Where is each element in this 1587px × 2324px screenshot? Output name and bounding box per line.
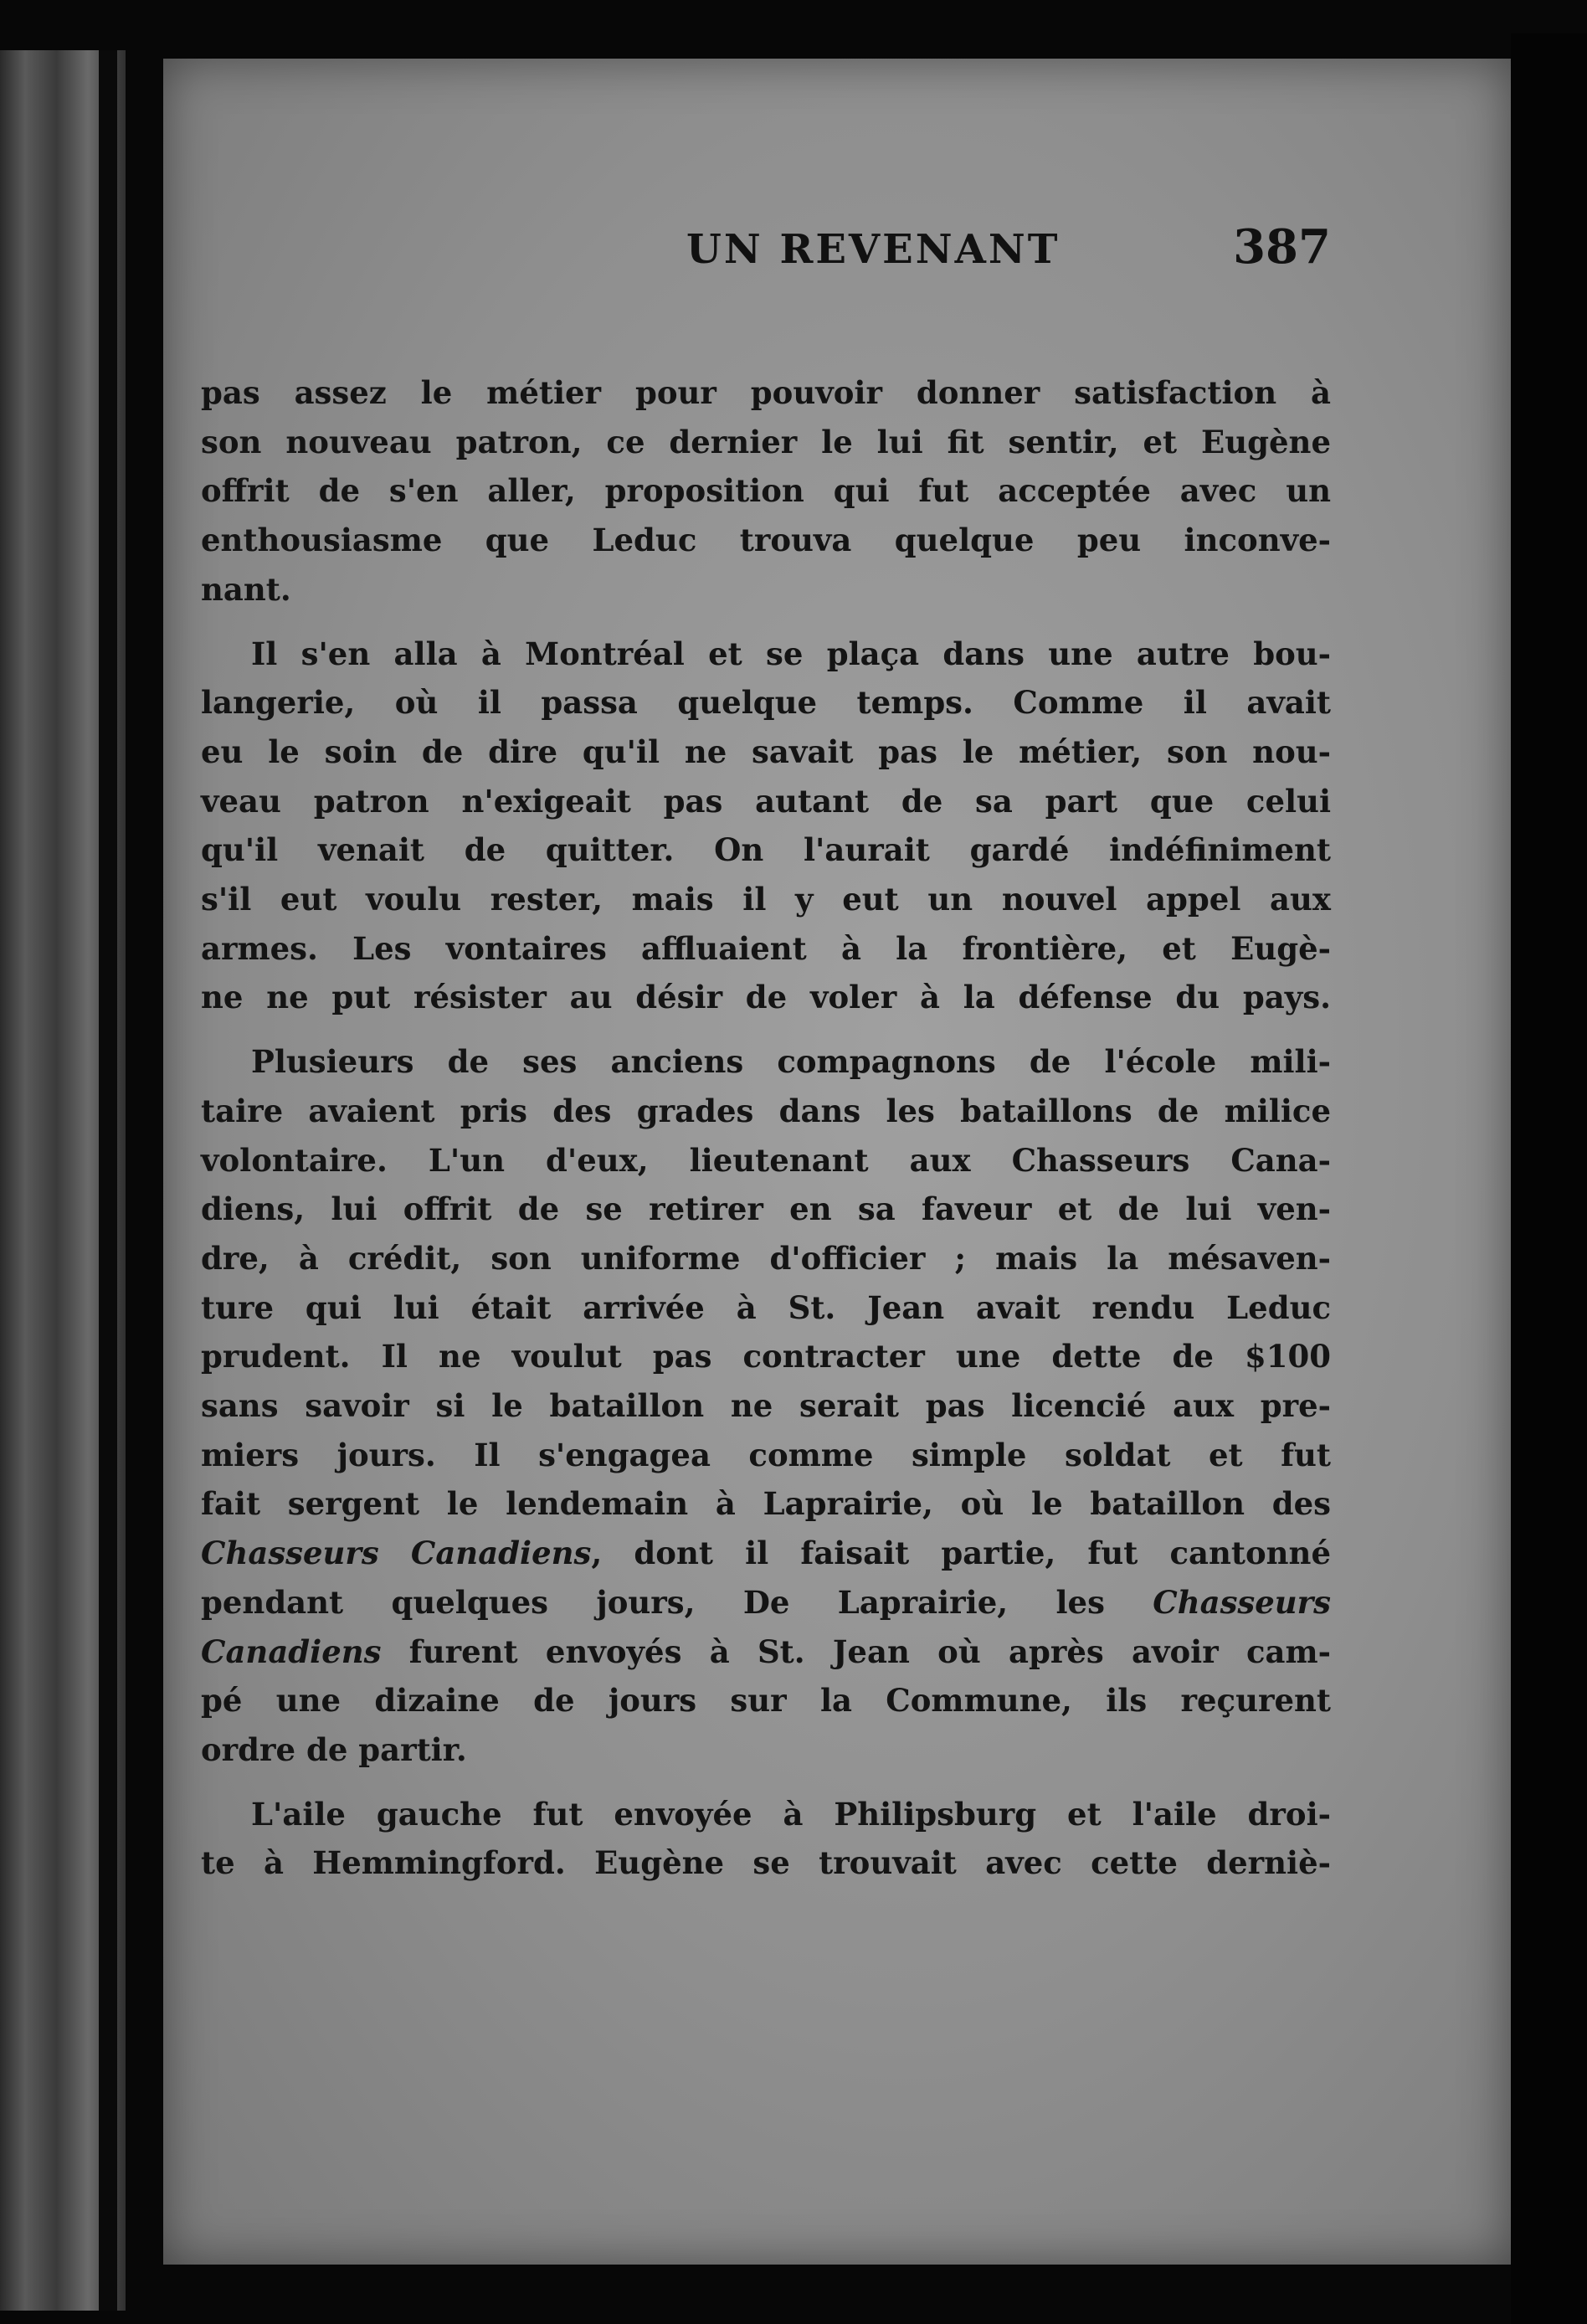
italic-text: Canadiens bbox=[201, 1632, 382, 1670]
text-line: eu le soin de dire qu'il ne savait pas le métier, son nou- bbox=[201, 733, 1331, 770]
scan-border bbox=[1511, 33, 1587, 2324]
text-line: offrit de s'en aller, proposition qui fut acceptée avec un bbox=[201, 472, 1331, 510]
text-line: ne ne put résister au désir de voler à la défense du pays. bbox=[201, 979, 1331, 1016]
text-line: armes. Les vontaires affluaient à la frontière, et Eugè- bbox=[201, 929, 1331, 967]
text-line: prudent. Il ne voulut pas contracter une dette de $100 bbox=[201, 1338, 1331, 1375]
text-line: pas assez le métier pour pouvoir donner satisfaction à bbox=[201, 374, 1331, 411]
text-line bbox=[201, 1627, 1331, 1677]
text-line: ture qui lui était arrivée à St. Jean avait rendu Leduc bbox=[201, 1288, 1331, 1326]
text-line: Plusieurs de ses anciens compagnons de l'école mili- bbox=[251, 1043, 1331, 1081]
text-line: ordre de partir. bbox=[201, 1730, 467, 1768]
text-line: langerie, où il passa quelque temps. Comme il avait bbox=[201, 684, 1331, 722]
text-line: s'il eut voulu rester, mais il y eut un nouvel appel aux bbox=[201, 881, 1331, 918]
running-title: UN REVENANT bbox=[686, 226, 1061, 273]
text-line bbox=[201, 1578, 1331, 1627]
text-line: volontaire. L'un d'eux, lieutenant aux Chasseurs Cana- bbox=[201, 1141, 1331, 1179]
page-number: 387 bbox=[1233, 219, 1331, 275]
text-fragment: furent envoyés à St. Jean où après avoir cam- bbox=[381, 1632, 1331, 1670]
italic-text: Chasseurs Canadiens bbox=[201, 1535, 592, 1572]
text-line: taire avaient pris des grades dans les bataillons de milice bbox=[201, 1092, 1331, 1129]
text-fragment: pendant quelques jours, De Laprairie, les bbox=[201, 1583, 1153, 1621]
text-fragment: , dont il faisait partie, fut cantonné bbox=[591, 1535, 1331, 1572]
paragraph-2 bbox=[201, 630, 1331, 1023]
text-line: diens, lui offrit de se retirer en sa faveur et de lui ven- bbox=[201, 1190, 1331, 1228]
text-line: enthousiasme que Leduc trouva quelque peu inconve- bbox=[201, 522, 1331, 559]
text-line: dre, à crédit, son uniforme d'officier ; mais la mésaven- bbox=[201, 1239, 1331, 1277]
paragraph-1 bbox=[201, 368, 1331, 614]
text-line: L'aile gauche fut envoyée à Philipsburg et l'aile droi- bbox=[251, 1795, 1331, 1833]
paragraph-4 bbox=[201, 1790, 1331, 1888]
text-line: nant. bbox=[201, 570, 291, 608]
text-line: sans savoir si le bataillon ne serait pas licencié aux pre- bbox=[201, 1387, 1331, 1425]
text-line: fait sergent le lendemain à Laprairie, où le bataillon des bbox=[201, 1485, 1331, 1523]
paragraph-3 bbox=[201, 1037, 1331, 1775]
body-text bbox=[201, 368, 1331, 1888]
text-line: son nouveau patron, ce dernier le lui fit sentir, et Eugène bbox=[201, 423, 1331, 460]
text-line: Il s'en alla à Montréal et se plaça dans une autre bou- bbox=[251, 635, 1331, 672]
italic-text: Chasseurs bbox=[1153, 1583, 1331, 1621]
page-header bbox=[201, 219, 1331, 293]
text-line: pé une dizaine de jours sur la Commune, ils reçurent bbox=[201, 1682, 1331, 1720]
binding-shadow bbox=[99, 50, 117, 2311]
text-line bbox=[201, 1529, 1331, 1578]
text-line: miers jours. Il s'engagea comme simple soldat et fut bbox=[201, 1436, 1331, 1473]
text-line: te à Hemmingford. Eugène se trouvait avec cette derniè- bbox=[201, 1844, 1331, 1882]
text-line: qu'il venait de quitter. On l'aurait gardé indéfiniment bbox=[201, 831, 1331, 869]
text-line: veau patron n'exigeait pas autant de sa part que celui bbox=[201, 782, 1331, 820]
